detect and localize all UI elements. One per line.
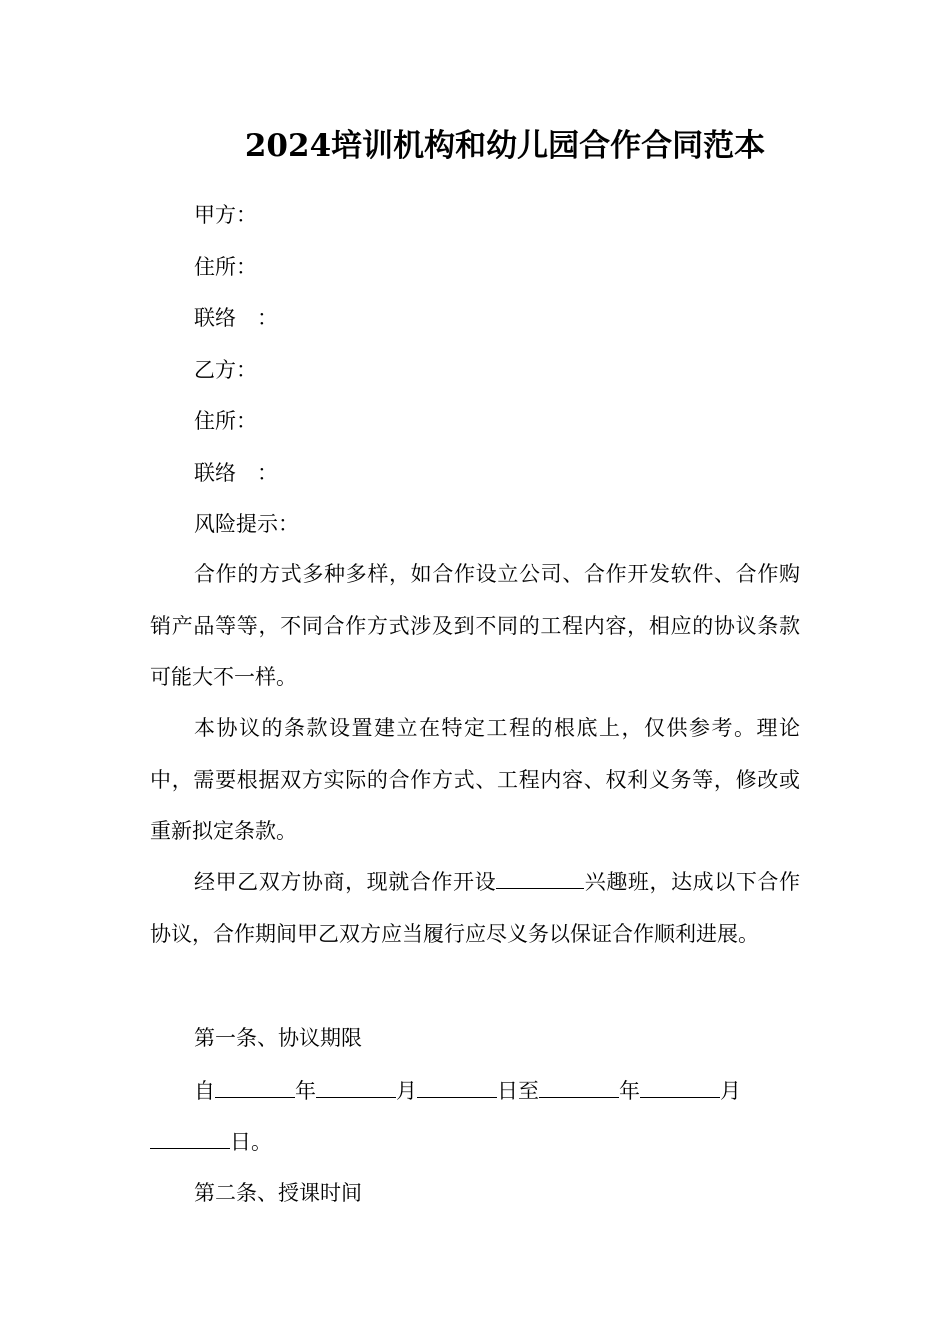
article-2-heading: 第二条、授课时间 bbox=[194, 1181, 362, 1205]
term-day-to-text: 日至 bbox=[497, 1079, 539, 1103]
article-1-term-end-line bbox=[150, 1128, 272, 1155]
party-a-contact: 联络 ： bbox=[194, 306, 278, 330]
intro-text-end: 兴趣班，达成以下合作协议，合作期间甲乙双方应当履行应尽义务以保证合作顺利进展。 bbox=[150, 870, 801, 946]
party-a-address: 住所： bbox=[194, 255, 257, 279]
end-month-blank bbox=[640, 1077, 720, 1098]
document-title: 2024培训机构和幼儿园合作合同范本 bbox=[244, 128, 766, 164]
risk-paragraph-1: 合作的方式多种多样，如合作设立公司、合作开发软件、合作购销产品等等，不同合作方式涉及到不同的工程内容，相应的协议条款可能大不一样。 bbox=[150, 562, 800, 689]
party-a-label: 甲方： bbox=[194, 203, 257, 227]
party-b-label: 乙方： bbox=[194, 358, 257, 382]
risk-paragraph-2: 本协议的条款设置建立在特定工程的根底上，仅供参考。理论中，需要根据双方实际的合作方式、工程内容、权利义务等，修改或重新拟定条款。 bbox=[150, 716, 800, 843]
end-year-blank bbox=[539, 1077, 619, 1098]
party-b-address: 住所： bbox=[194, 409, 257, 433]
risk-heading: 风险提示： bbox=[194, 512, 299, 536]
term-end-year-text: 年 bbox=[619, 1079, 640, 1103]
intro-paragraph bbox=[150, 857, 800, 960]
term-from-text: 自 bbox=[194, 1079, 215, 1103]
term-year-text: 年 bbox=[295, 1079, 316, 1103]
party-b-contact: 联络 ： bbox=[194, 461, 278, 485]
start-year-blank bbox=[215, 1077, 295, 1098]
article-1-term-line bbox=[194, 1077, 741, 1104]
start-month-blank bbox=[316, 1077, 396, 1098]
term-end-month-text: 月 bbox=[720, 1079, 741, 1103]
course-name-blank bbox=[496, 868, 584, 889]
start-day-blank bbox=[417, 1077, 497, 1098]
term-month-text: 月 bbox=[396, 1079, 417, 1103]
intro-text-start: 经甲乙双方协商，现就合作开设 bbox=[194, 870, 497, 894]
end-day-blank bbox=[150, 1128, 230, 1149]
article-1-heading: 第一条、协议期限 bbox=[194, 1026, 362, 1050]
term-day-end-text: 日。 bbox=[230, 1130, 272, 1154]
